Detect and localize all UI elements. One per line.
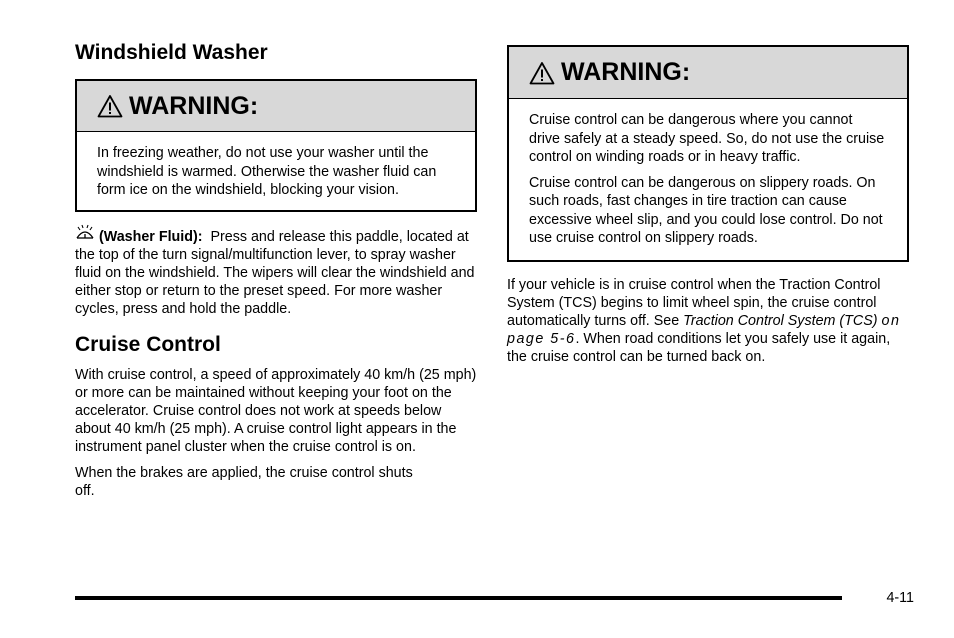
warning-title: WARNING: xyxy=(561,58,691,86)
washer-fluid-paragraph xyxy=(75,224,477,318)
tcs-text-before: If your vehicle is in cruise control when the Traction Control System (TCS) begins to limit wheel spin, the cruise control automatically turns off. See xyxy=(507,276,881,329)
warning-triangle-icon xyxy=(529,61,555,85)
warning-text: In freezing weather, do not use your washer until the windshield is warmed. Otherwise the washer fluid can form ice on the windshield, blocking your vision. xyxy=(97,145,437,198)
left-column xyxy=(75,40,477,500)
warning-box-washer xyxy=(75,79,477,212)
tcs-paragraph xyxy=(507,276,909,366)
warning-header xyxy=(509,47,907,99)
warning-header xyxy=(77,81,475,132)
washer-fluid-label: (Washer Fluid): xyxy=(98,228,203,245)
footer-rule xyxy=(75,596,842,600)
warning-title: WARNING: xyxy=(129,91,259,120)
tcs-link-title[interactable]: Traction Control System (TCS) xyxy=(683,312,878,329)
heading-windshield-washer: Windshield Washer xyxy=(75,41,268,64)
warning-box-cruise xyxy=(507,45,909,262)
warning-text-1: Cruise control can be dangerous where you cannot drive safely at a steady speed. So, do not use the cruise control on winding roads or in heavy traffic. xyxy=(529,112,885,165)
warning-body xyxy=(509,99,907,260)
cruise-paragraph-2: When the brakes are applied, the cruise control shuts off. xyxy=(75,464,413,499)
warning-triangle-icon xyxy=(97,94,123,118)
warning-body xyxy=(77,132,475,210)
cruise-paragraph-1: With cruise control, a speed of approximately 40 km/h (25 mph) or more can be maintained without keeping your foot on the accelerator. Cruise control does not work at speeds below about 40 km/h (25 mph). A cruise control light appears in the instrument panel cluster when the cruise control is on. xyxy=(75,366,477,455)
washer-fluid-icon xyxy=(75,224,95,242)
right-column xyxy=(507,45,909,366)
washer-fluid-text: Press and release this paddle, located at the top of the turn signal/multifunction lever, to spray washer fluid on the windshield. The wipers will clear the windshield and either stop or return to the preset speed. For more washer cycles, press and hold the paddle. xyxy=(75,228,475,317)
tcs-text-after: . When road conditions let you safely use it again, the cruise control can be turned back on. xyxy=(507,330,891,365)
warning-text-2: Cruise control can be dangerous on slippery roads. On such roads, fast changes in tire traction can cause excessive wheel slip, and you could lose control. Do not use cruise control on slippery roads. xyxy=(529,174,883,246)
page-number: 4-11 xyxy=(886,590,914,606)
heading-cruise-control: Cruise Control xyxy=(75,332,221,356)
tcs-link-page[interactable]: on page 5-6 xyxy=(507,312,901,347)
